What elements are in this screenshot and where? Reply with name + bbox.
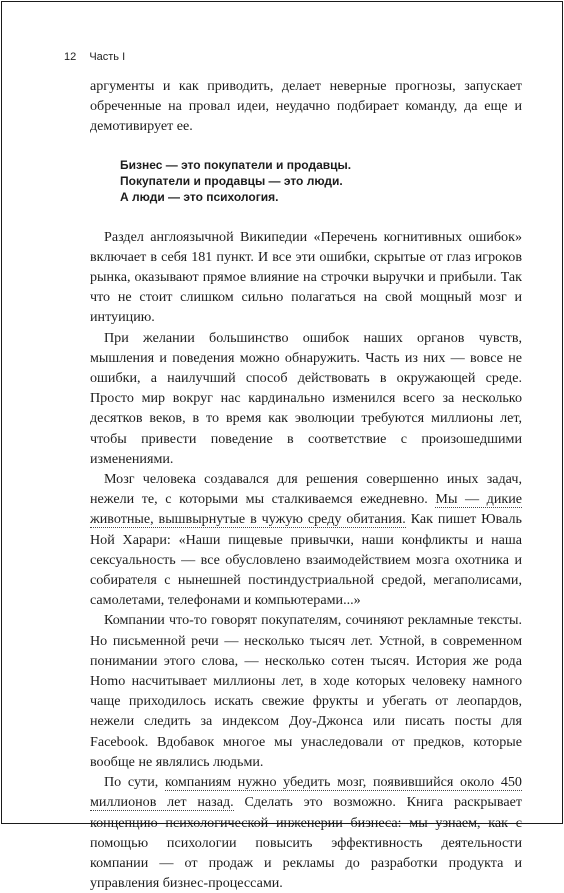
text-run: Как пишет Юваль Ной Харари: «Наши пищевые привычки, наши конфликты и наша сексуальность — все обусловлено взаимодействием мозга охотника и собирателя с нынешней постиндустриальной средой, мегаполисами, самолетами, телефонами и компьютерами...» xyxy=(90,511,522,609)
highlighted-text: Мы — дикие животные, вышвырнутые в чужую среду обитания. xyxy=(90,491,523,528)
paragraph xyxy=(90,469,522,610)
epigraph-quote xyxy=(120,157,522,205)
quote-line: Бизнес — это покупатели и продавцы. xyxy=(120,157,352,172)
page-body xyxy=(90,76,522,893)
paragraph: Компании что-то говорят покупателям, сочиняют рекламные тексты. Но письменной речи — несколько тысяч лет. Устной, в современном понимании этого слова, — несколько сотен тысяч. История же рода Homo насчитывает миллионы лет, в ходе которых человеку намного чаще приходилось искать свежие фрукты и убегать от леопардов, нежели следить за индексом Доу-Джонса или писать посты для Facebook. Вдобавок многое мы унаследовали от предков, которые вообще не являлись людьми. xyxy=(90,612,522,770)
paragraph-intro: аргументы и как приводить, делает неверные прогнозы, запускает обреченные на провал идеи, неудачно подбирает команду, да еще и демотивирует ее. xyxy=(90,78,522,135)
quote-line: Покупатели и продавцы — это люди. xyxy=(120,173,343,188)
text-run: Сделать это возможно. Книга раскрывает концепцию психологической инженерии бизнеса: мы узнаем, как с помощью психологии повысить эффективность деятельности компании — от продаж и рекламы до разработки продукта и управления бизнес-процессами. xyxy=(90,794,523,892)
text-run: Мозг человека создавался для решения совершенно иных задач, нежели те, с которыми мы сталкиваемся ежедневно. xyxy=(90,471,522,508)
text-run: По сути, xyxy=(104,774,165,791)
quote-line: А люди — это психология. xyxy=(120,189,279,204)
paragraph: При желании большинство ошибок наших органов чувств, мышления и поведения можно обнаружить. Часть из них — вовсе не ошибки, а наилучший способ действовать в окружающей среде. Просто мир вокруг нас кардинально изменился всего за несколько десятков веков, в то время как эволюции требуются миллионы лет, чтобы привести поведение в соответствие с произошедшими изменениями. xyxy=(90,329,522,467)
paragraph: Раздел англоязычной Википедии «Перечень когнитивных ошибок» включает в себя 181 пункт. И все эти ошибки, скрытые от глаз игроков рынка, оказывают прямое влияние на строчки выручки и прибыли. Так что не стоит слишком сильно полагаться на свой мощный мозг и интуицию. xyxy=(90,228,522,326)
running-header xyxy=(64,51,125,63)
book-page xyxy=(1,1,563,892)
paragraph xyxy=(90,772,522,893)
highlighted-text: компаниям нужно убедить мозг, появившийся около 450 миллионов лет назад. xyxy=(90,774,522,811)
part-title: Часть I xyxy=(89,51,126,63)
page-number: 12 xyxy=(64,51,77,63)
